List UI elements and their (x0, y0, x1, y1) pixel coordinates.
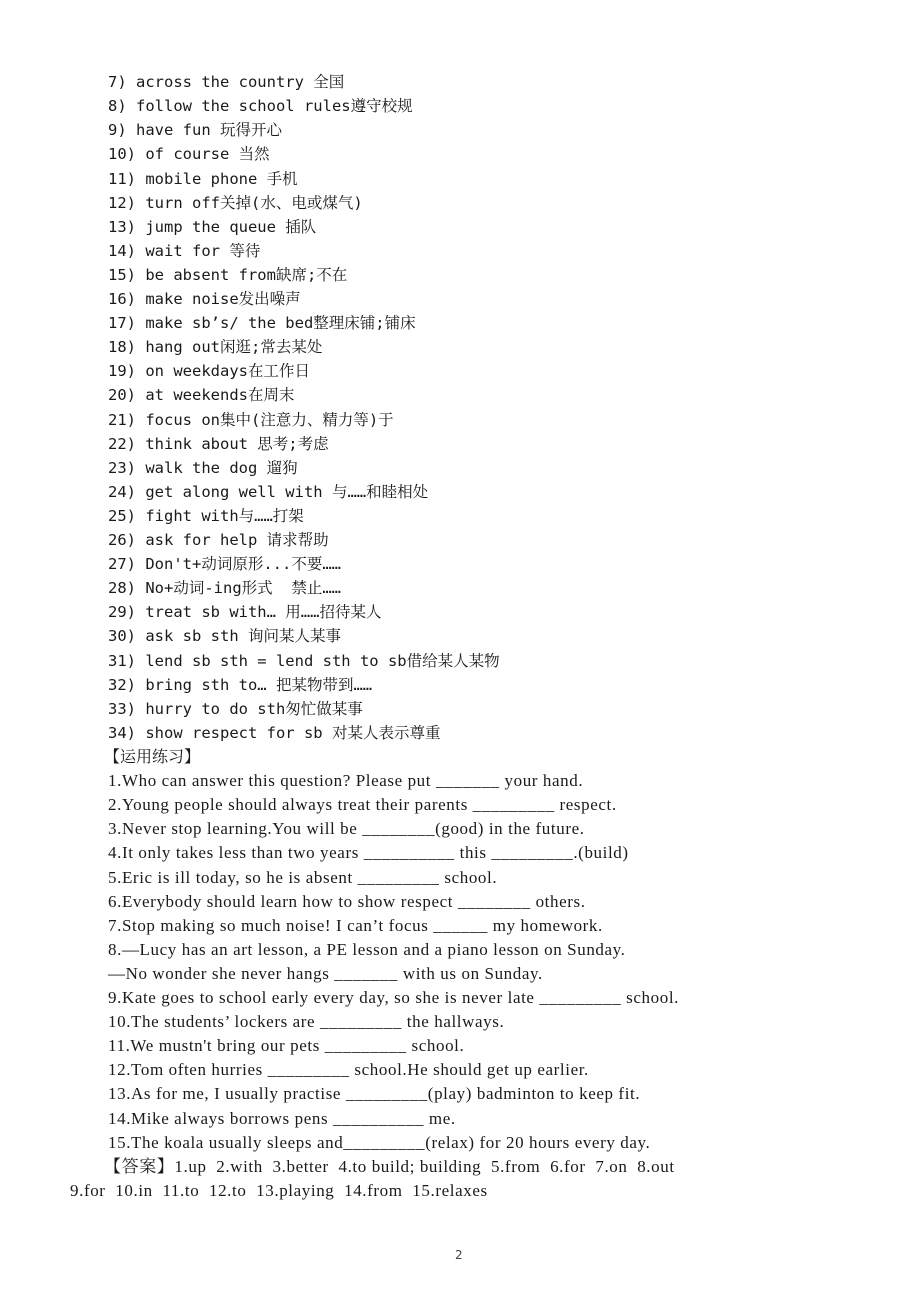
vocab-item: 34) show respect for sb 对某人表示尊重 (108, 724, 441, 742)
exercise-item: 12.Tom often hurries _________ school.He should get up earlier. (108, 1060, 589, 1079)
vocab-item: 15) be absent from缺席;不在 (108, 266, 348, 284)
exercise-item: 2.Young people should always treat their parents _________ respect. (108, 795, 617, 814)
page-number: 2 (455, 1248, 463, 1262)
exercise-item: 4.It only takes less than two years __________ this _________.(build) (108, 843, 629, 862)
exercise-item: —No wonder she never hangs _______ with us on Sunday. (108, 964, 543, 983)
vocab-item: 11) mobile phone 手机 (108, 170, 298, 188)
exercise-heading: 【运用练习】 (104, 747, 201, 766)
exercise-item: 3.Never stop learning.You will be ________(good) in the future. (108, 819, 585, 838)
exercise-item: 5.Eric is ill today, so he is absent _________ school. (108, 868, 498, 887)
vocab-item: 10) of course 当然 (108, 145, 270, 163)
vocab-item: 21) focus on集中(注意力、精力等)于 (108, 411, 394, 429)
vocab-item: 14) wait for 等待 (108, 242, 261, 260)
vocab-item: 18) hang out闲逛;常去某处 (108, 338, 323, 356)
exercise-item: 13.As for me, I usually practise _________(play) badminton to keep fit. (108, 1084, 641, 1103)
vocab-item: 16) make noise发出噪声 (108, 290, 301, 308)
exercise-item: 11.We mustn't bring our pets _________ school. (108, 1036, 465, 1055)
vocab-item: 26) ask for help 请求帮助 (108, 531, 329, 549)
vocab-item: 22) think about 思考;考虑 (108, 435, 329, 453)
exercise-item: 14.Mike always borrows pens __________ me. (108, 1109, 456, 1128)
exercise-item: 15.The koala usually sleeps and_________(relax) for 20 hours every day. (108, 1133, 651, 1152)
vocab-item: 28) No+动词-ing形式 禁止…… (108, 579, 341, 597)
vocab-item: 27) Don't+动词原形...不要…… (108, 555, 341, 573)
vocab-item: 29) treat sb with… 用……招待某人 (108, 603, 382, 621)
vocab-item: 33) hurry to do sth匆忙做某事 (108, 700, 363, 718)
exercise-item: 1.Who can answer this question? Please put _______ your hand. (108, 771, 584, 790)
vocab-item: 31) lend sb sth = lend sth to sb借给某人某物 (108, 652, 500, 670)
exercise-item: 8.—Lucy has an art lesson, a PE lesson and a piano lesson on Sunday. (108, 940, 626, 959)
vocab-item: 19) on weekdays在工作日 (108, 362, 310, 380)
vocab-item: 13) jump the queue 插队 (108, 218, 317, 236)
vocab-item: 8) follow the school rules遵守校规 (108, 97, 413, 115)
answer-key-line-1: 【答案】1.up 2.with 3.better 4.to build; building 5.from 6.for 7.on 8.out (104, 1157, 675, 1176)
vocab-item: 7) across the country 全国 (108, 73, 345, 91)
vocab-item: 9) have fun 玩得开心 (108, 121, 282, 139)
exercise-item: 7.Stop making so much noise! I can’t focus ______ my homework. (108, 916, 603, 935)
vocab-item: 12) turn off关掉(水、电或煤气) (108, 194, 363, 212)
vocab-item: 30) ask sb sth 询问某人某事 (108, 627, 341, 645)
exercise-item: 10.The students’ lockers are _________ the hallways. (108, 1012, 505, 1031)
vocab-item: 20) at weekends在周末 (108, 386, 295, 404)
vocab-item: 23) walk the dog 遛狗 (108, 459, 298, 477)
vocab-item: 24) get along well with 与……和睦相处 (108, 483, 429, 501)
vocab-item: 25) fight with与……打架 (108, 507, 304, 525)
vocab-item: 17) make sb’s/ the bed整理床铺;铺床 (108, 314, 416, 332)
exercise-item: 9.Kate goes to school early every day, so she is never late _________ school. (108, 988, 680, 1007)
answer-key-line-2: 9.for 10.in 11.to 12.to 13.playing 14.from 15.relaxes (70, 1181, 488, 1200)
exercise-item: 6.Everybody should learn how to show respect ________ others. (108, 892, 586, 911)
vocab-item: 32) bring sth to… 把某物带到…… (108, 676, 373, 694)
